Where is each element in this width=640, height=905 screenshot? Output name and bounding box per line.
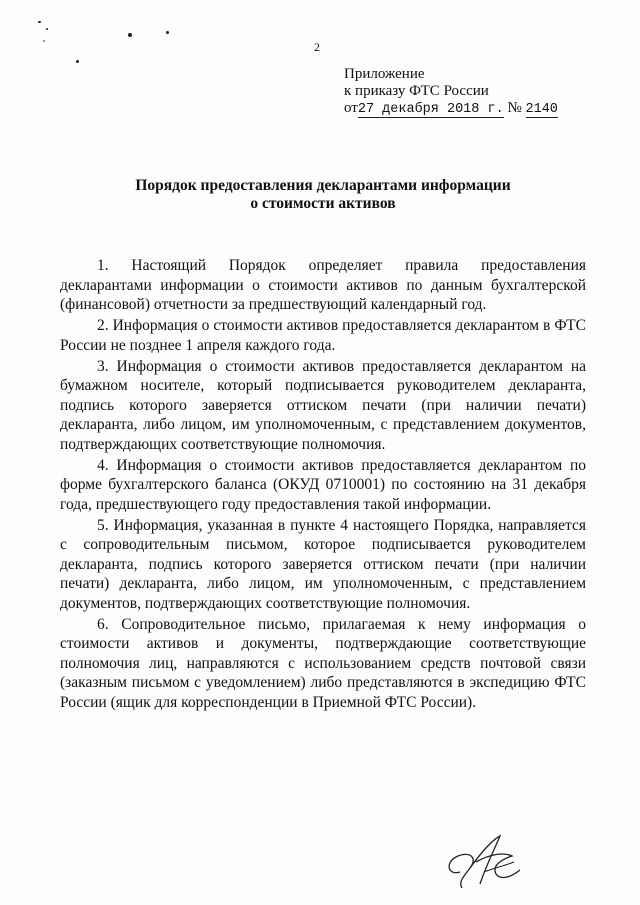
paragraph-4: 4. Информация о стоимости активов предоставляется декларантом по форме бухгалтерского баланса (ОКУД 0710001) по состоянию на 31 декабря года, предшествующего году предоставления такой информации. bbox=[60, 456, 586, 513]
title-line-1: Порядок предоставления декларантами информации bbox=[135, 177, 511, 194]
order-number: 2140 bbox=[525, 102, 558, 117]
scan-speck bbox=[128, 33, 132, 37]
paragraph-3: 3. Информация о стоимости активов предоставляется декларантом на бумажном носителе, который подписывается руководителем декларанта, подпись которого заверяется оттиском печати (при наличии печати) декларанта, либо лицом, им уполномоченным, с представлением документов, подтверждающих соответствующие полномочия. bbox=[60, 357, 586, 453]
appendix-label: Приложение bbox=[344, 66, 425, 82]
scan-speck bbox=[166, 31, 169, 34]
paragraph-6: 6. Сопроводительное письмо, прилагаемая к нему информация о стоимости активов и документы, подтверждающие соответствующие полномочия лиц, направляются с использованием средств почтовой связи (заказным письмом с уведомлением) либо представляются в экспедицию ФТС России (ящик для корреспонденции в Приемной ФТС России). bbox=[60, 615, 586, 711]
scan-speck bbox=[46, 28, 48, 30]
appendix-date-line bbox=[344, 100, 558, 118]
scan-speck bbox=[38, 21, 41, 23]
page-number: 2 bbox=[314, 40, 320, 54]
paragraph-1: 1. Настоящий Порядок определяет правила предоставления декларантами информации о стоимости активов по данным бухгалтерской (финансовой) отчетности за предшествующий календарный год. bbox=[60, 257, 586, 313]
appendix-header bbox=[344, 66, 558, 118]
date-prefix: от bbox=[344, 100, 358, 116]
scan-speck bbox=[76, 60, 79, 63]
handwritten-signature bbox=[440, 832, 530, 894]
document-title bbox=[60, 177, 586, 213]
number-sign: № bbox=[507, 100, 522, 116]
paragraph-2: 2. Информация о стоимости активов предоставляется декларантом в ФТС России не позднее 1 апреля каждого года. bbox=[60, 317, 586, 354]
order-date: 27 декабря 2018 г. bbox=[357, 102, 504, 117]
scan-speck bbox=[43, 40, 45, 42]
appendix-order-reference: к приказу ФТС России bbox=[344, 83, 489, 99]
title-line-2: о стоимости активов bbox=[250, 195, 396, 212]
document-body bbox=[60, 256, 586, 714]
paragraph-5: 5. Информация, указанная в пункте 4 настоящего Порядка, направляется с сопроводительным письмом, которое подписывается руководителем декларанта, подпись которого заверяется оттиском печати (при наличии печати) декларанта, либо лицом, им уполномоченным, с представлением документов, подтверждающих соответствующие полномочия. bbox=[60, 516, 586, 612]
